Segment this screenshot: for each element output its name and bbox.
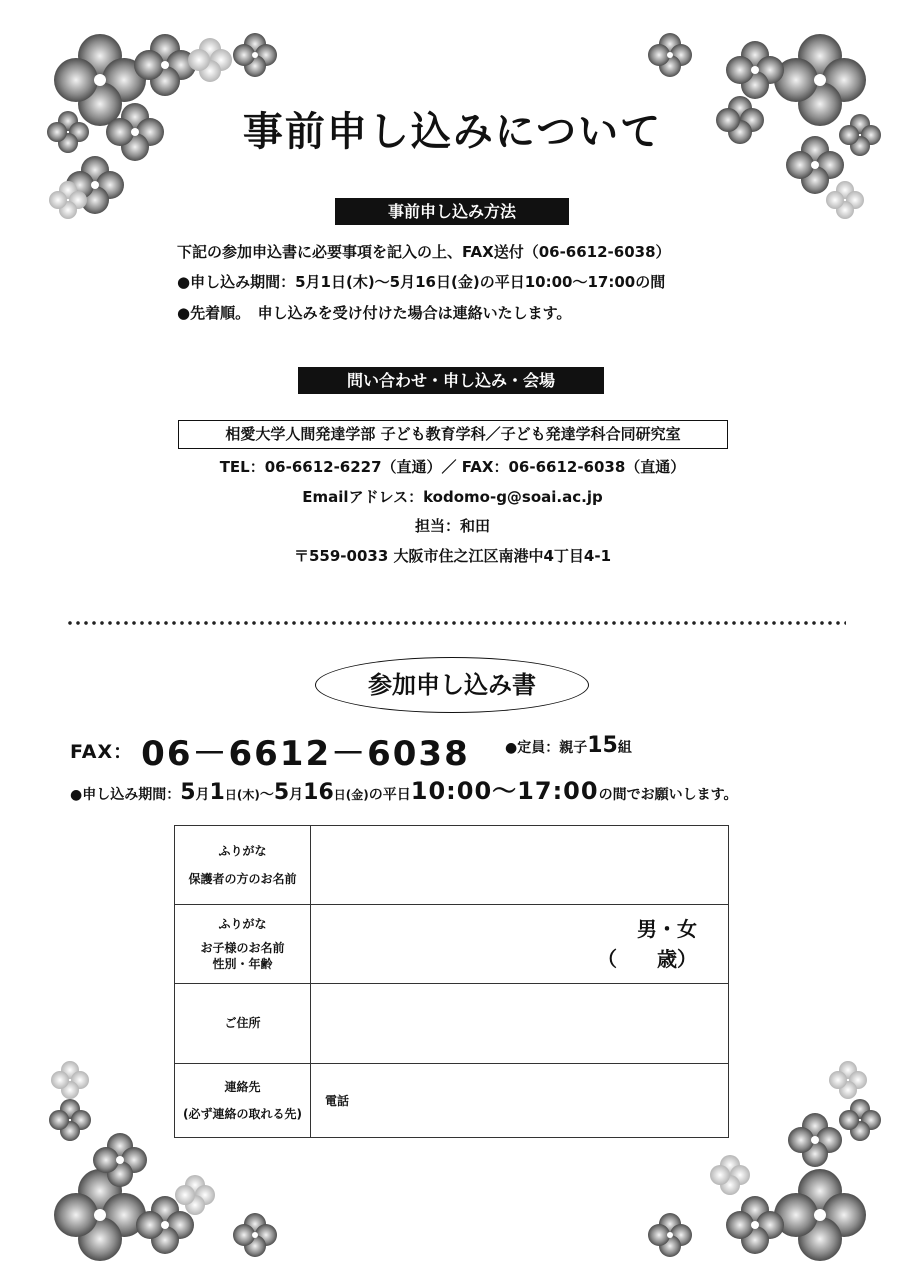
organization-box: 相愛大学人間発達学部 子ども教育学科／子ども発達学科合同研究室 <box>178 420 728 449</box>
table-row-guardian <box>175 826 729 905</box>
child-furigana-label: ふりがな <box>218 916 267 931</box>
table-row-child <box>175 905 729 984</box>
child-name-label: お子様のお名前 <box>200 940 285 955</box>
period-suffix: の間でお願いします。 <box>598 787 738 803</box>
period-month-char: 月 <box>195 787 210 803</box>
phone-field[interactable] <box>311 1064 729 1138</box>
guardian-name-label: 保護者の方のお名前 <box>188 872 297 886</box>
contact-address: 〒559-0033 大阪市住之江区南港中4丁目4-1 <box>293 547 612 565</box>
table-row-contact <box>175 1064 729 1138</box>
address-label: ご住所 <box>175 984 311 1064</box>
form-title: 参加申し込み書 <box>315 657 589 713</box>
dotted-divider <box>66 620 846 626</box>
contact-label-cell <box>175 1064 311 1138</box>
period-start-dow: (木) <box>236 788 260 802</box>
phone-label: 電話 <box>325 1094 350 1108</box>
fax-row <box>70 726 470 775</box>
period-month-char-2: 月 <box>289 787 304 803</box>
period-weekday-text: の平日 <box>368 787 411 803</box>
child-label-cell <box>175 905 311 984</box>
guardian-label-cell <box>175 826 311 905</box>
child-info-field[interactable] <box>311 905 729 984</box>
contact-person: 担当：和田 <box>414 517 490 535</box>
period-start-month: 5 <box>180 780 196 805</box>
capacity-prefix: ●定員：親子 <box>505 740 588 756</box>
period-end-dow: (金) <box>345 788 369 802</box>
capacity-unit: 組 <box>617 740 632 756</box>
period-tilde: ～ <box>259 787 274 803</box>
gender-choice[interactable]: 男・女 <box>637 917 697 941</box>
period-day-char-2: 日 <box>333 788 346 802</box>
contact-email: Emailアドレス：kodomo-g@soai.ac.jp <box>302 488 603 506</box>
contact-note-label: (必ず連絡の取れる先) <box>183 1106 302 1121</box>
fax-label: FAX： <box>70 741 134 763</box>
period-end-day: 16 <box>303 780 334 805</box>
guardian-furigana-label: ふりがな <box>218 843 267 858</box>
application-form-table <box>174 825 729 1138</box>
method-line-2: ●申し込み期間：5月1日(木)～5月16日(金)の平日10:00～17:00の間 <box>177 273 666 291</box>
child-gender-age-label: 性別・年齢 <box>212 957 273 972</box>
page-title: 事前申し込みについて <box>242 109 663 155</box>
age-field[interactable]: （ 歳） <box>597 947 697 971</box>
method-line-3: ●先着順。 申し込みを受け付けた場合は連絡いたします。 <box>177 304 572 322</box>
address-field[interactable] <box>311 984 729 1064</box>
fax-number: 06－6612－6038 <box>141 734 470 774</box>
contact-heading: 問い合わせ・申し込み・会場 <box>298 367 604 394</box>
method-line-1: 下記の参加申込書に必要事項を記入の上、FAX送付（06-6612-6038） <box>177 243 671 261</box>
guardian-name-field[interactable] <box>311 826 729 905</box>
period-time-range: 10:00～17:00 <box>410 777 599 805</box>
period-prefix: ●申し込み期間： <box>70 787 181 803</box>
capacity <box>505 733 632 758</box>
period-end-month: 5 <box>273 780 290 805</box>
period-day-char: 日 <box>224 788 237 802</box>
method-heading: 事前申し込み方法 <box>335 198 569 225</box>
contact-tel-fax: TEL：06-6612-6227（直通）／ FAX：06-6612-6038（直通） <box>219 458 686 476</box>
table-row-address <box>175 984 729 1064</box>
capacity-number: 15 <box>587 733 618 758</box>
contact-label: 連絡先 <box>224 1080 261 1095</box>
period-start-day: 1 <box>209 780 225 805</box>
application-period <box>70 771 737 806</box>
